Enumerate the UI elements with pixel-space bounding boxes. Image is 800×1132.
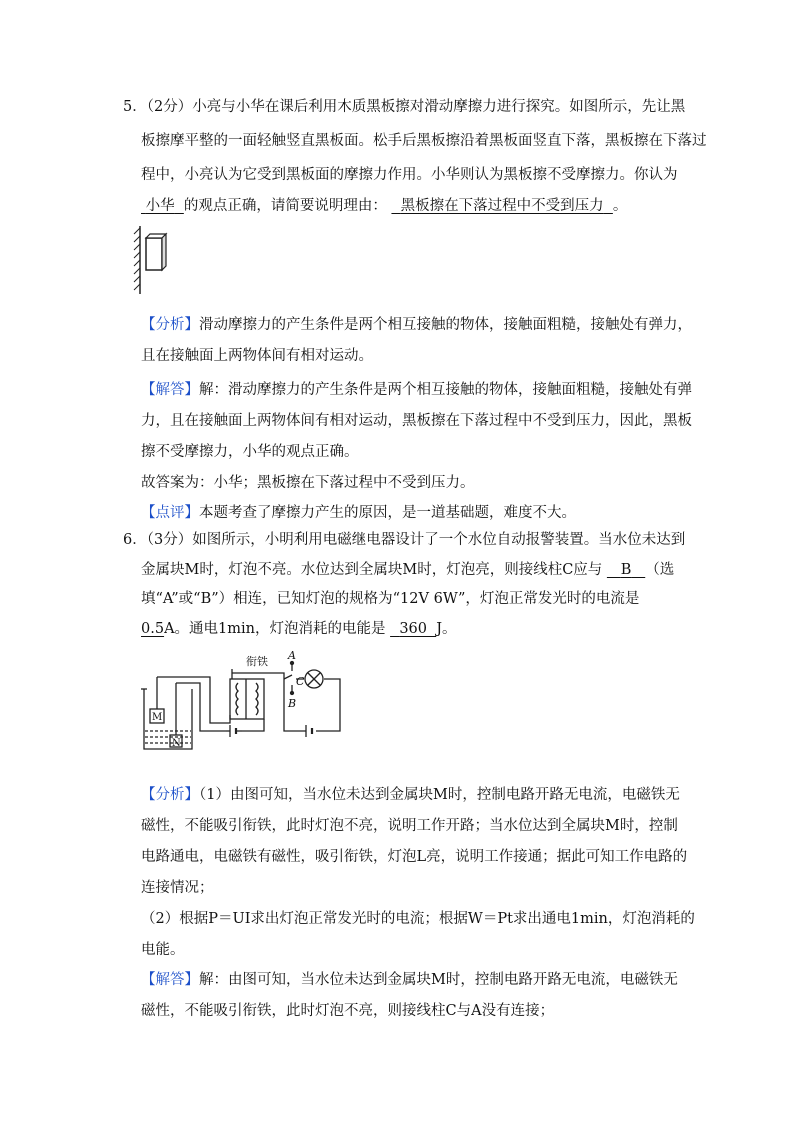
q6-analysis-line3: 电路通电，电磁铁有磁性，吸引衔铁，灯泡L亮，说明工作接通；据此可知工作电路的 xyxy=(141,849,688,865)
q5-solution-line3: 擦不受摩擦力，小华的观点正确。 xyxy=(141,444,359,460)
q5-stem-text1: 小亮与小华在课后利用木质黑板擦对滑动摩擦力进行探究。如图所示，先让黑 xyxy=(192,99,686,115)
armature-label: 衔铁 xyxy=(246,655,268,668)
terminal-b-label: B xyxy=(288,697,297,710)
q5-stem-line1 xyxy=(123,97,685,117)
terminal-a-label: A xyxy=(288,649,296,662)
q5-final-answer: 故答案为：小华；黑板擦在下落过程中不受到压力。 xyxy=(141,475,475,491)
eraser-shape xyxy=(146,238,162,270)
q6-stem-line3: 填“A”或“B”）相连，已知灯泡的规格为“12V 6W”，灯泡正常发光时的电流是 xyxy=(141,591,640,607)
q6-analysis-line5: （2）根据P＝UI求出灯泡正常发光时的电流；根据W＝Pt求出通电1min，灯泡消耗的 xyxy=(141,911,695,927)
q6-relay-circuit-figure xyxy=(138,645,353,755)
terminal-c-label: C xyxy=(296,675,305,688)
q6-analysis-line6: 电能。 xyxy=(141,942,185,958)
q5-stem-line3: 程中，小亮认为它受到黑板面的摩擦力作用。小华则认为黑板擦不受摩擦力。你认为 xyxy=(141,167,678,183)
q6-analysis-line4: 连接情况； xyxy=(141,880,214,896)
q5-solution-line2: 力，且在接触面上两物体间有相对运动，黑板擦在下落过程中不受到压力，因此，黑板 xyxy=(141,413,692,429)
q5-analysis-line2: 且在接触面上两物体间有相对运动。 xyxy=(141,348,373,364)
q5-blank-answer: 小华 xyxy=(145,198,175,214)
q6-analysis-label: 【分析】 xyxy=(141,787,199,803)
q6-blank-terminal: B xyxy=(620,562,632,578)
q6-analysis-line2: 磁性，不能吸引衔铁，此时灯泡不亮，说明工作开路；当水位达到全属块M时，控制 xyxy=(141,818,678,834)
q5-stem-line2: 板擦摩平整的一面轻触竖直黑板面。松手后黑板擦沿着黑板面竖直下落，黑板擦在下落过 xyxy=(141,133,707,149)
q6-analysis-line1: 【分析】（1）由图可知，当水位未达到金属块M时，控制电路开路无电流，电磁铁无 xyxy=(141,787,680,803)
q6-solution-label: 【解答】 xyxy=(141,972,199,988)
armature-shape xyxy=(232,673,284,679)
q5-analysis-line1: 【分析】滑动摩擦力的产生条件是两个相互接触的物体，接触面粗糙，接触处有弹力， xyxy=(141,317,692,333)
q5-number: 5． xyxy=(123,99,147,115)
q5-comment-line: 【点评】本题考查了摩擦力产生的原因，是一道基础题，难度不大。 xyxy=(141,505,576,521)
q5-comment-label: 【点评】 xyxy=(141,505,199,521)
block-m-label: M xyxy=(152,712,163,723)
q6-stem-line2: 金属块M时，灯泡不亮。水位达到全属块M时，灯泡亮，则接线柱C应与 B （选 xyxy=(141,562,675,578)
q5-points: （2分） xyxy=(146,99,193,115)
q5-solution-label: 【解答】 xyxy=(141,382,199,398)
q6-solution-line2: 磁性，不能吸引衔铁，此时灯泡不亮，则接线柱C与A没有连接； xyxy=(141,1003,555,1019)
q6-blank-current: 0.5 xyxy=(141,621,165,637)
q5-solution-line1: 【解答】解：滑动摩擦力的产生条件是两个相互接触的物体，接触面粗糙，接触处有弹 xyxy=(141,382,692,398)
q6-number: 6． xyxy=(123,532,147,548)
q6-stem-line4: 0.5A。通电1min，灯泡消耗的电能是 360 J。 xyxy=(141,621,457,637)
q5-eraser-figure xyxy=(128,224,172,296)
q6-blank-energy: 360 xyxy=(399,621,427,637)
q6-solution-line1: 【解答】解：由图可知，当水位未达到金属块M时，控制电路开路无电流，电磁铁无 xyxy=(141,972,678,988)
block-n-label: N xyxy=(172,738,181,749)
q6-stem-line1: 6．（3分）如图所示，小明利用电磁继电器设计了一个水位自动报警装置。当水位未达到 xyxy=(123,532,686,548)
electromagnet-shape xyxy=(230,679,264,719)
q5-blank-reason: 黑板擦在下落过程中不受到压力 xyxy=(400,198,604,214)
q5-analysis-label: 【分析】 xyxy=(141,317,199,333)
q6-points: （3分） xyxy=(146,532,193,548)
q5-answer-line: 小华 的观点正确，请简要说明理由： 黑板擦在下落过程中不受到压力 。 xyxy=(141,196,627,216)
